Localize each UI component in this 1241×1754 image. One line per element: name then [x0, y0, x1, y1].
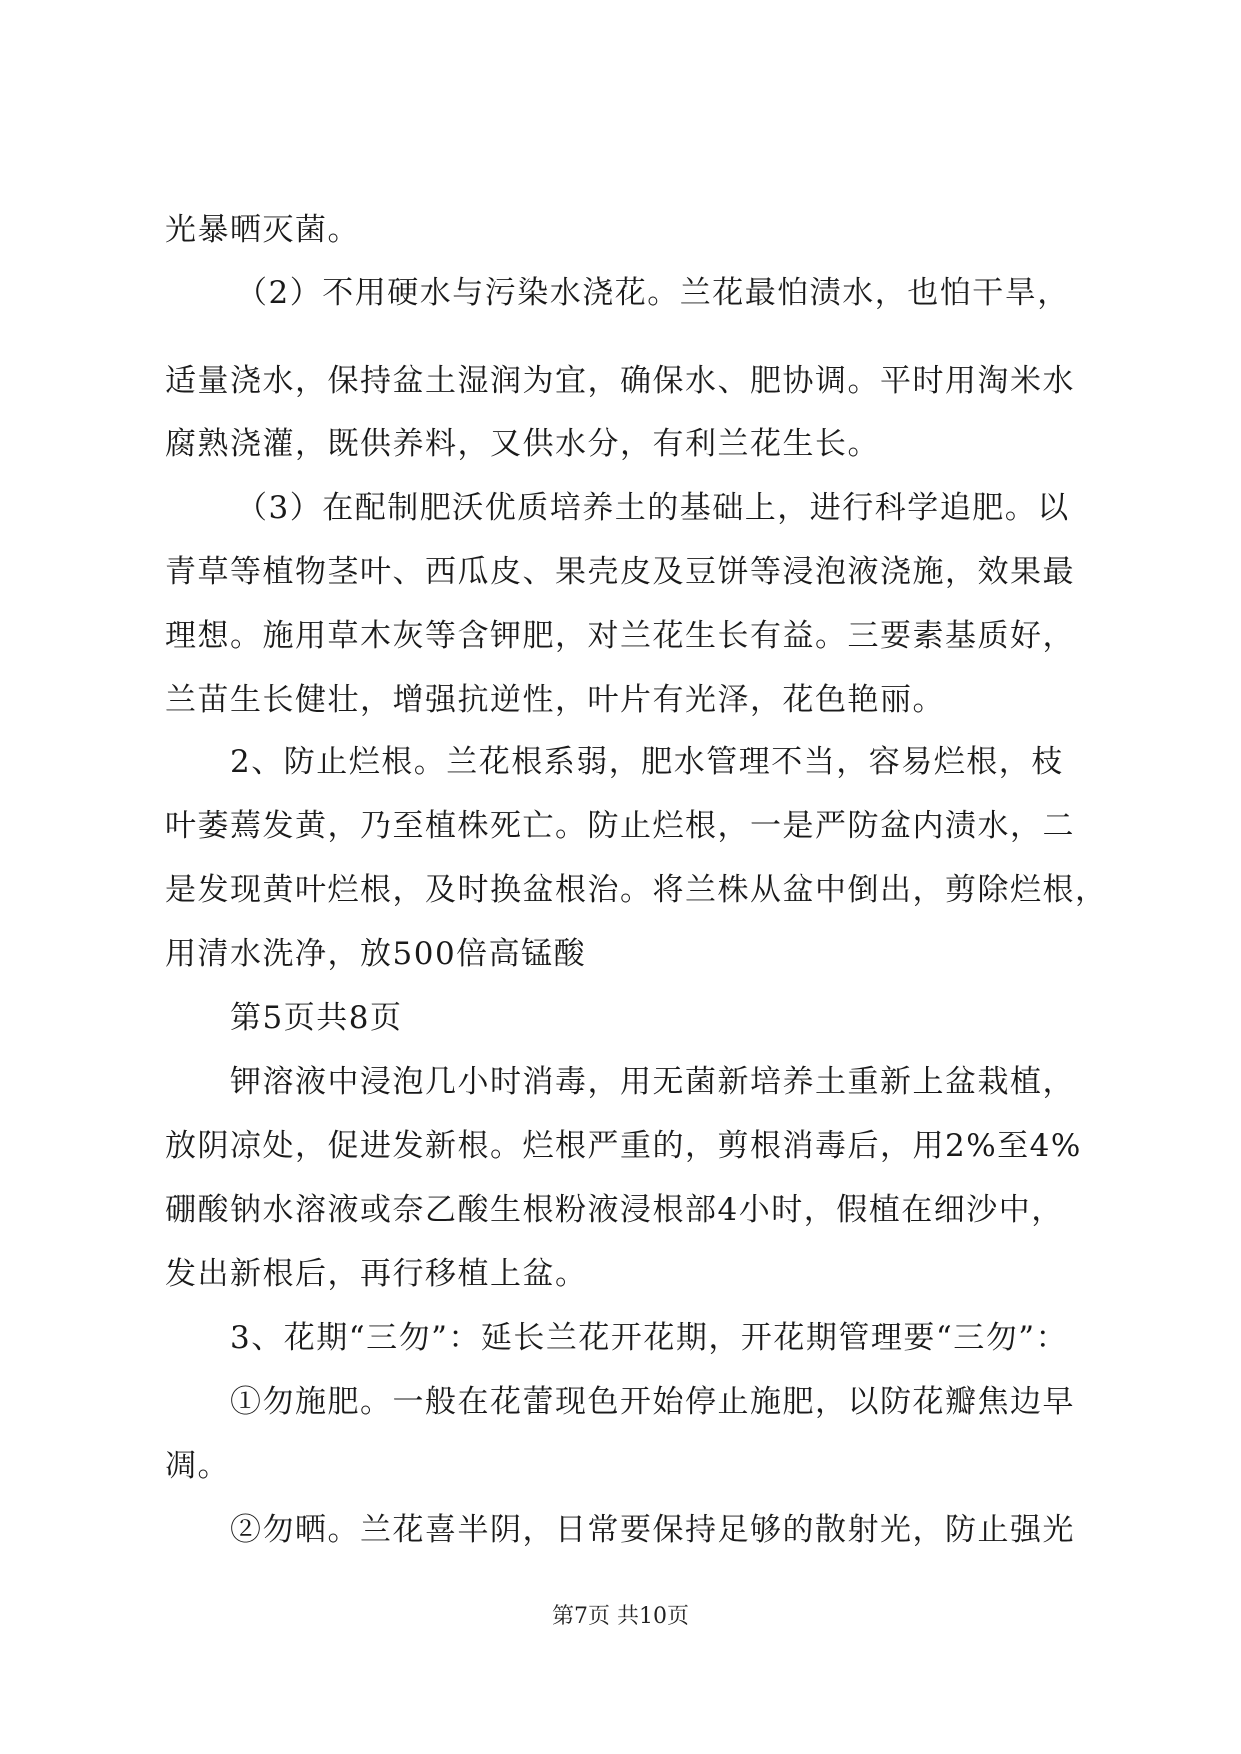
- text-line: 兰苗生长健壮，增强抗逆性，叶片有光泽，花色艳丽。: [165, 682, 945, 718]
- text-line: （3）在配制肥沃优质培养土的基础上，进行科学追肥。以: [236, 490, 1070, 526]
- text-line: ①勿施肥。一般在花蕾现色开始停止施肥，以防花瓣焦边早: [230, 1384, 1075, 1420]
- text-line: 适量浇水，保持盆土湿润为宜，确保水、肥协调。平时用淘米水: [165, 363, 1075, 399]
- text-line: 放阴凉处，促进发新根。烂根严重的，剪根消毒后，用2%至4%: [165, 1128, 1082, 1164]
- text-line: 第5页共8页: [230, 1000, 403, 1036]
- text-line: 青草等植物茎叶、西瓜皮、果壳皮及豆饼等浸泡液浇施，效果最: [165, 554, 1075, 590]
- page-footer: [0, 1602, 1241, 1632]
- text-line: 3、花期“三勿”：延长兰花开花期，开花期管理要“三勿”：: [230, 1320, 1069, 1356]
- text-line: 理想。施用草木灰等含钾肥，对兰花生长有益。三要素基质好，: [165, 618, 1075, 654]
- text-line: 发出新根后，再行移植上盆。: [165, 1256, 588, 1292]
- text-line: 腐熟浇灌，既供养料，又供水分，有利兰花生长。: [165, 426, 880, 462]
- text-line: 2、防止烂根。兰花根系弱，肥水管理不当，容易烂根，枝: [230, 744, 1064, 780]
- text-line: 钾溶液中浸泡几小时消毒，用无菌新培养土重新上盆栽植，: [230, 1064, 1075, 1100]
- page-number: 第7页 共10页: [552, 1604, 689, 1629]
- text-line: 硼酸钠水溶液或奈乙酸生根粉液浸根部4小时，假植在细沙中，: [165, 1192, 1064, 1228]
- text-line: 用清水洗净，放500倍高锰酸: [165, 936, 587, 972]
- text-line: （2）不用硬水与污染水浇花。兰花最怕渍水，也怕干旱，: [236, 275, 1070, 311]
- text-line: 是发现黄叶烂根，及时换盆根治。将兰株从盆中倒出，剪除烂根，: [165, 872, 1108, 908]
- text-line: ②勿晒。兰花喜半阴，日常要保持足够的散射光，防止强光: [230, 1512, 1075, 1548]
- text-line: 凋。: [165, 1448, 230, 1484]
- text-line: 光暴晒灭菌。: [165, 212, 360, 248]
- text-line: 叶萎蔫发黄，乃至植株死亡。防止烂根，一是严防盆内渍水，二: [165, 808, 1075, 844]
